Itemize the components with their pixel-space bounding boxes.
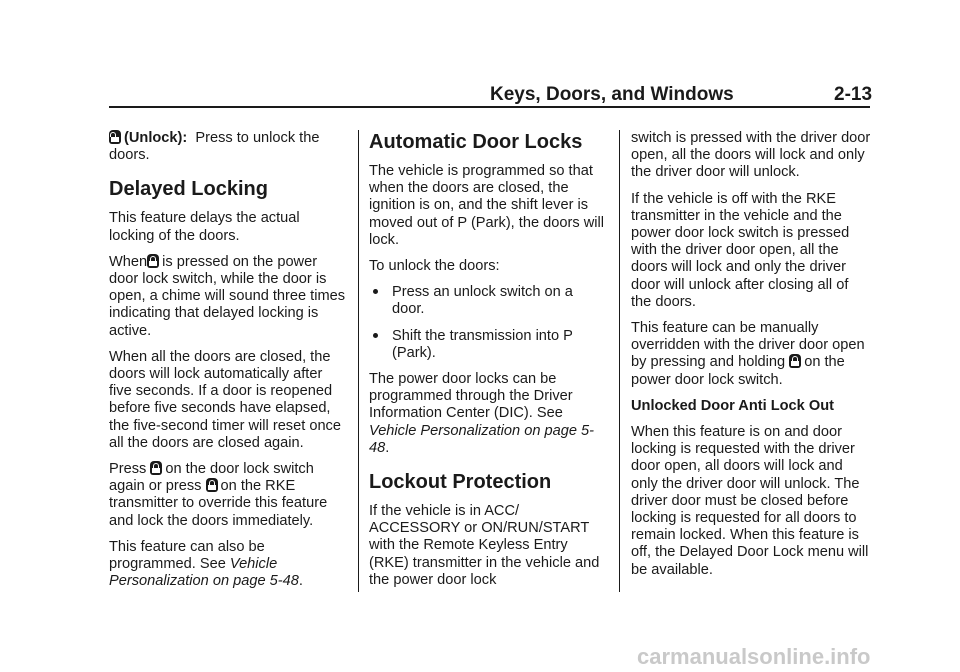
column-divider bbox=[619, 130, 620, 592]
paragraph bbox=[369, 371, 609, 457]
text-span: . bbox=[298, 573, 303, 590]
lock-icon bbox=[206, 478, 218, 492]
paragraph bbox=[109, 461, 349, 530]
subheading: Unlocked Door Anti Lock Out bbox=[631, 397, 834, 414]
text-span: Press bbox=[109, 461, 147, 478]
paragraph: This feature delays the actual locking of the doors. bbox=[109, 210, 300, 244]
text-span: on the door lock switch again or press bbox=[109, 461, 314, 495]
paragraph: To unlock the doors: bbox=[369, 258, 500, 275]
column-2 bbox=[369, 130, 609, 598]
delayed-locking-heading: Delayed Locking bbox=[109, 178, 268, 201]
unlock-label: (Unlock): bbox=[124, 130, 188, 146]
text-span: on the power door lock switch. bbox=[631, 354, 845, 388]
lockout-protection-heading: Lockout Protection bbox=[369, 471, 552, 494]
text-span: is pressed on the power door lock switch, while the door is open, a chime will sound three times indicating that delayed locking is active. bbox=[109, 253, 346, 339]
column-3 bbox=[631, 130, 871, 588]
text-span: The power door locks can be programmed through the Driver Information Center (DIC). See bbox=[369, 371, 573, 422]
text-span: . bbox=[385, 439, 390, 456]
bullet-icon bbox=[373, 289, 378, 294]
watermark: carmanualsonline.info bbox=[637, 644, 871, 669]
section-title: Keys, Doors, and Windows bbox=[490, 84, 734, 105]
column-1 bbox=[109, 130, 349, 599]
paragraph: When this feature is on and door locking is requested with the driver door open, all doors will lock and only the driver door will unlock. The driver door must be closed before locking is requested for all doors to remain locked. When this feature is off, the Delayed Door Lock menu will be available. bbox=[631, 424, 869, 578]
unlock-text: Press to unlock the doors. bbox=[109, 130, 320, 164]
text-span: This feature can also be programmed. See bbox=[109, 538, 265, 573]
page-number: 2-13 bbox=[834, 84, 873, 105]
page-reference-link[interactable]: Vehicle Personalization on page 5-48 bbox=[369, 422, 594, 456]
unlock-paragraph bbox=[109, 130, 349, 164]
text-span: on the RKE transmitter to override this feature and lock the doors immediately. bbox=[109, 478, 328, 529]
lock-icon bbox=[147, 254, 159, 268]
list-item bbox=[369, 328, 609, 362]
bullet-icon bbox=[373, 333, 378, 338]
paragraph: If the vehicle is in ACC/ ACCESSORY or ON/RUN/START with the Remote Keyless Entry (RKE) transmitter in the vehicle and the power door lock bbox=[369, 503, 600, 588]
paragraph: switch is pressed with the driver door open, all the doors will lock and only the driver door will unlock. bbox=[631, 130, 871, 181]
lock-icon bbox=[789, 354, 801, 368]
text-span: When bbox=[109, 253, 148, 270]
paragraph bbox=[109, 254, 349, 340]
unlock-icon bbox=[109, 130, 121, 144]
list-item bbox=[369, 284, 609, 318]
list-item-text: Press an unlock switch on a door. bbox=[392, 284, 573, 318]
header-rule bbox=[109, 106, 870, 108]
paragraph: The vehicle is programmed so that when the doors are closed, the ignition is on, and the shift lever is moved out of P (Park), the doors will lock. bbox=[369, 163, 604, 248]
paragraph bbox=[109, 539, 349, 591]
column-divider bbox=[358, 130, 359, 592]
list-item-text: Shift the transmission into P (Park). bbox=[392, 327, 573, 361]
paragraph bbox=[631, 320, 871, 389]
text-span: This feature can be manually overridden with the driver door open by pressing and holding bbox=[631, 320, 865, 371]
automatic-door-locks-heading: Automatic Door Locks bbox=[369, 131, 583, 153]
lock-icon bbox=[150, 461, 162, 475]
paragraph: When all the doors are closed, the doors will lock automatically after five seconds. If a door is reopened before five seconds have elapsed, the five-second timer will reset once all the doors are closed again. bbox=[109, 348, 341, 451]
paragraph: If the vehicle is off with the RKE transmitter in the vehicle and the power door lock switch is pressed with the driver door open, all the doors will lock and only the driver door will unlock after closing all of the doors. bbox=[631, 190, 850, 310]
page-reference-link[interactable]: Vehicle Personalization on page 5-48 bbox=[109, 556, 299, 590]
